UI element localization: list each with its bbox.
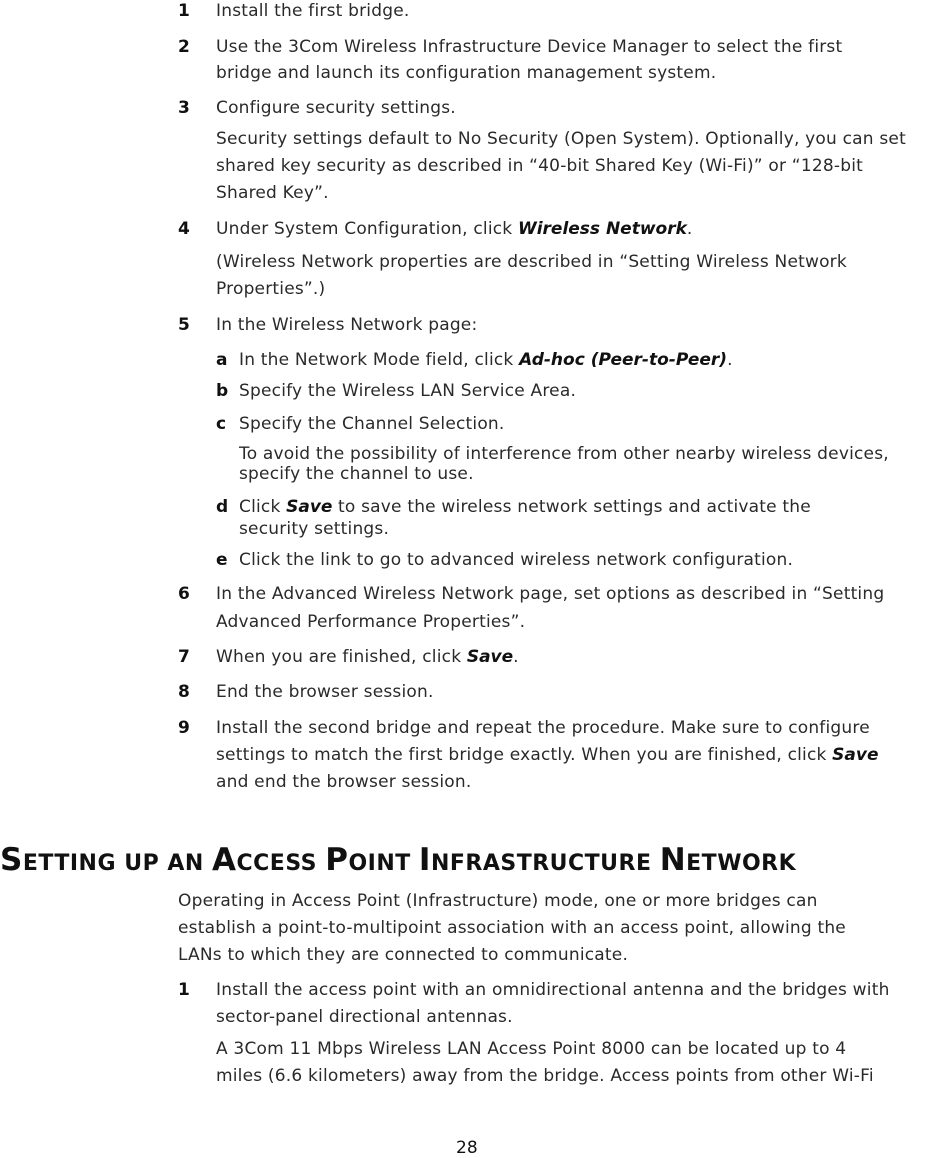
substep-b-text: Specify the Wireless LAN Service Area. xyxy=(239,381,577,401)
step-8-number: 8 xyxy=(178,682,190,702)
substep-a-text-post: . xyxy=(727,350,733,370)
heading-word: ACCESS xyxy=(212,842,318,878)
step-6-line-1: In the Advanced Wireless Network page, set options as described in “Setting xyxy=(216,584,885,604)
step-9-line-2-pre: settings to match the first bridge exactly. When you are finished, click xyxy=(216,745,833,765)
page-number: 28 xyxy=(456,1138,478,1158)
step-2-line-1: Use the 3Com Wireless Infrastructure Device Manager to select the first xyxy=(216,37,843,57)
step-4-detail-1: (Wireless Network properties are described in “Setting Wireless Network xyxy=(216,252,847,272)
substep-e-letter: e xyxy=(216,550,228,570)
substep-c-text: Specify the Channel Selection. xyxy=(239,414,505,434)
step-3-detail-2: shared key security as described in “40-bit Shared Key (Wi-Fi)” or “128-bit xyxy=(216,156,863,176)
step-2-line-2: bridge and launch its configuration management system. xyxy=(216,63,717,83)
heading-word: SETTING xyxy=(0,842,117,878)
step-4-detail-2: Properties”.) xyxy=(216,279,326,299)
substep-d-text-post: to save the wireless network settings and activate the xyxy=(332,497,811,517)
step-6-line-2: Advanced Performance Properties”. xyxy=(216,612,526,632)
step-7-number: 7 xyxy=(178,647,190,667)
section-step-1-detail-2: miles (6.6 kilometers) away from the bridge. Access points from other Wi-Fi xyxy=(216,1066,874,1086)
substep-a-letter: a xyxy=(216,350,228,370)
step-9-line-2 xyxy=(216,742,879,769)
step-3-text: Configure security settings. xyxy=(216,98,456,118)
step-5-text: In the Wireless Network page: xyxy=(216,315,478,335)
heading-word: POINT xyxy=(325,842,411,878)
section-step-1-line-1: Install the access point with an omnidirectional antenna and the bridges with xyxy=(216,980,890,1000)
heading-word: AN xyxy=(167,851,204,876)
step-8-text: End the browser session. xyxy=(216,682,434,702)
heading-word: UP xyxy=(124,851,160,876)
heading-word: INFRASTRUCTURE xyxy=(418,842,652,878)
substep-d-text xyxy=(239,494,811,521)
section-intro-line-1: Operating in Access Point (Infrastructure) mode, one or more bridges can xyxy=(178,891,818,911)
substep-c-detail-1: To avoid the possibility of interference from other nearby wireless devices, xyxy=(239,444,889,464)
step-6-number: 6 xyxy=(178,584,190,604)
section-heading xyxy=(0,840,796,884)
section-intro-line-3: LANs to which they are connected to communicate. xyxy=(178,945,629,965)
wireless-network-link-label: Wireless Network xyxy=(517,219,687,239)
step-4-text-pre: Under System Configuration, click xyxy=(216,219,518,239)
step-3-detail-1: Security settings default to No Security (Open System). Optionally, you can set xyxy=(216,129,906,149)
step-4-number: 4 xyxy=(178,219,190,239)
substep-e-text: Click the link to go to advanced wireless network configuration. xyxy=(239,550,794,570)
heading-word: NETWORK xyxy=(659,842,797,878)
step-9-line-3: and end the browser session. xyxy=(216,772,472,792)
section-step-1-detail-1: A 3Com 11 Mbps Wireless LAN Access Point 8000 can be located up to 4 xyxy=(216,1039,847,1059)
substep-c-letter: c xyxy=(216,414,227,434)
substep-a-text-pre: In the Network Mode field, click xyxy=(239,350,520,370)
step-9-line-1: Install the second bridge and repeat the procedure. Make sure to configure xyxy=(216,718,870,738)
step-3-number: 3 xyxy=(178,98,190,118)
step-7-text-post: . xyxy=(513,647,519,667)
substep-c-detail-2: specify the channel to use. xyxy=(239,464,474,484)
substep-d-line-2: security settings. xyxy=(239,519,390,539)
step-5-number: 5 xyxy=(178,315,190,335)
section-step-1-line-2: sector-panel directional antennas. xyxy=(216,1007,513,1027)
substep-d-text-pre: Click xyxy=(239,497,287,517)
step-3-detail-3: Shared Key”. xyxy=(216,183,329,203)
substep-d-letter: d xyxy=(216,497,229,517)
step-2-number: 2 xyxy=(178,37,190,57)
step-1-number: 1 xyxy=(178,1,190,21)
save-button-label: Save xyxy=(466,647,514,667)
step-9-number: 9 xyxy=(178,718,190,738)
substep-b-letter: b xyxy=(216,381,229,401)
substep-a-text xyxy=(239,347,733,374)
step-4-text xyxy=(216,216,693,243)
section-intro-line-2: establish a point-to-multipoint association with an access point, allowing the xyxy=(178,918,846,938)
step-7-text xyxy=(216,644,519,671)
section-step-1-number: 1 xyxy=(178,980,190,1000)
step-7-text-pre: When you are finished, click xyxy=(216,647,467,667)
save-button-label: Save xyxy=(286,497,333,517)
step-1-text: Install the first bridge. xyxy=(216,1,410,21)
ad-hoc-option-label: Ad-hoc (Peer-to-Peer) xyxy=(519,350,728,370)
save-button-label: Save xyxy=(832,745,879,765)
step-4-text-post: . xyxy=(686,219,693,239)
